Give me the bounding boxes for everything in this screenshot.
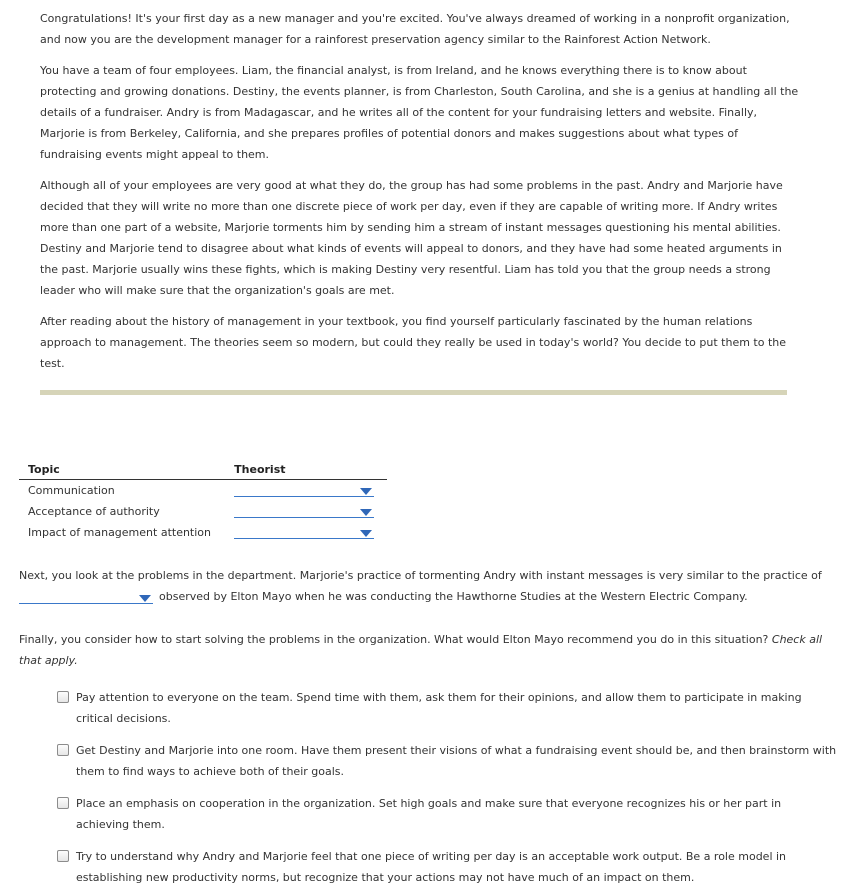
theorist-cell xyxy=(225,522,387,543)
intro-paragraph: After reading about the history of management in your textbook, you find yourself particularly fascinated by the human relations approach to management. The theories seem so modern, but could they really be used in today's world? You decide to put them to the test. xyxy=(40,315,787,370)
intro-paragraph: Congratulations! It's your first day as a new manager and you're excited. You've always dreamed of working in a nonprofit organization, and now you are the development manager for a rainforest preservation agency similar to the Rainforest Action Network. xyxy=(40,12,790,46)
question-instruction: Check all that apply. xyxy=(19,633,823,667)
answer-option[interactable] xyxy=(57,687,837,729)
answer-option[interactable] xyxy=(57,846,837,888)
theorist-dropdown[interactable] xyxy=(234,526,374,539)
scenario-text xyxy=(40,8,800,384)
question-text-end: observed by Elton Mayo when he was conducting the Hawthorne Studies at the Western Electric Company. xyxy=(159,590,748,603)
intro-paragraph: Although all of your employees are very good at what they do, the group has had some problems in the past. Andry and Marjorie have decided that they will write no more than one discrete piece of work per day, even if they are capable of writing more. If Andry writes more than one part of a website, Marjorie torments him by sending him a stream of instant messages questioning his mental abilities. Destiny and Marjorie tend to disagree about what kinds of events will appeal to donors, and they have had some heated arguments in the past. Marjorie usually wins these fights, which is making Destiny very resentful. Liam has told you that the group needs a strong leader who will make sure that the organization's goals are met. xyxy=(40,179,783,297)
practice-dropdown[interactable] xyxy=(19,591,153,604)
question-text: Next, you look at the problems in the department. Marjorie's practice of tormenting Andry with instant messages is very similar to the practice of xyxy=(19,569,822,582)
table-row xyxy=(19,501,387,522)
answer-option[interactable] xyxy=(57,793,837,835)
question-text: Finally, you consider how to start solving the problems in the organization. What would Elton Mayo recommend you do in this situation? xyxy=(19,633,769,646)
chevron-down-icon xyxy=(360,509,372,516)
hawthorne-question xyxy=(19,565,829,607)
chevron-down-icon xyxy=(360,530,372,537)
topic-header: Topic xyxy=(19,460,225,480)
option-label[interactable]: Try to understand why Andry and Marjorie feel that one piece of writing per day is an acceptable work output. Be a role model in establishing new productivity norms, but recognize that your actions may not have much of an impact on them. xyxy=(76,850,787,884)
table-row xyxy=(19,522,387,543)
option-label[interactable]: Get Destiny and Marjorie into one room. Have them present their visions of what a fundraising event should be, and then brainstorm with them to find ways to achieve both of their goals. xyxy=(76,744,837,778)
topic-cell: Impact of management attention xyxy=(28,526,211,539)
topic-cell: Acceptance of authority xyxy=(28,505,160,518)
option-checkbox[interactable] xyxy=(57,797,69,809)
mayo-question xyxy=(19,629,841,671)
theorist-dropdown[interactable] xyxy=(234,505,374,518)
option-checkbox[interactable] xyxy=(57,744,69,756)
section-divider xyxy=(40,390,787,395)
table-header-row xyxy=(19,460,387,480)
theorist-dropdown[interactable] xyxy=(234,484,374,497)
option-checkbox[interactable] xyxy=(57,691,69,703)
intro-paragraph: You have a team of four employees. Liam, the financial analyst, is from Ireland, and he knows everything there is to know about protecting and growing donations. Destiny, the events planner, is from Charleston, South Carolina, and she is a genius at handling all the details of a fundraiser. Andry is from Madagascar, and he writes all of the content for your fundraising letters and website. Finally, Marjorie is from Berkeley, California, and she prepares profiles of potential donors and makes suggestions about what types of fundraising events might appeal to them. xyxy=(40,64,799,161)
topic-cell: Communication xyxy=(28,484,115,497)
topic-theorist-table xyxy=(19,460,387,543)
option-label[interactable]: Place an emphasis on cooperation in the organization. Set high goals and make sure that everyone recognizes his or her part in achieving them. xyxy=(76,797,782,831)
answer-option[interactable] xyxy=(57,740,837,782)
option-checkbox[interactable] xyxy=(57,850,69,862)
table-row xyxy=(19,480,387,502)
theorist-header: Theorist xyxy=(225,460,387,480)
theorist-cell xyxy=(225,480,387,502)
theorist-cell xyxy=(225,501,387,522)
chevron-down-icon xyxy=(360,488,372,495)
option-label[interactable]: Pay attention to everyone on the team. Spend time with them, ask them for their opinions, and allow them to participate in making critical decisions. xyxy=(76,691,802,725)
chevron-down-icon xyxy=(139,595,151,602)
